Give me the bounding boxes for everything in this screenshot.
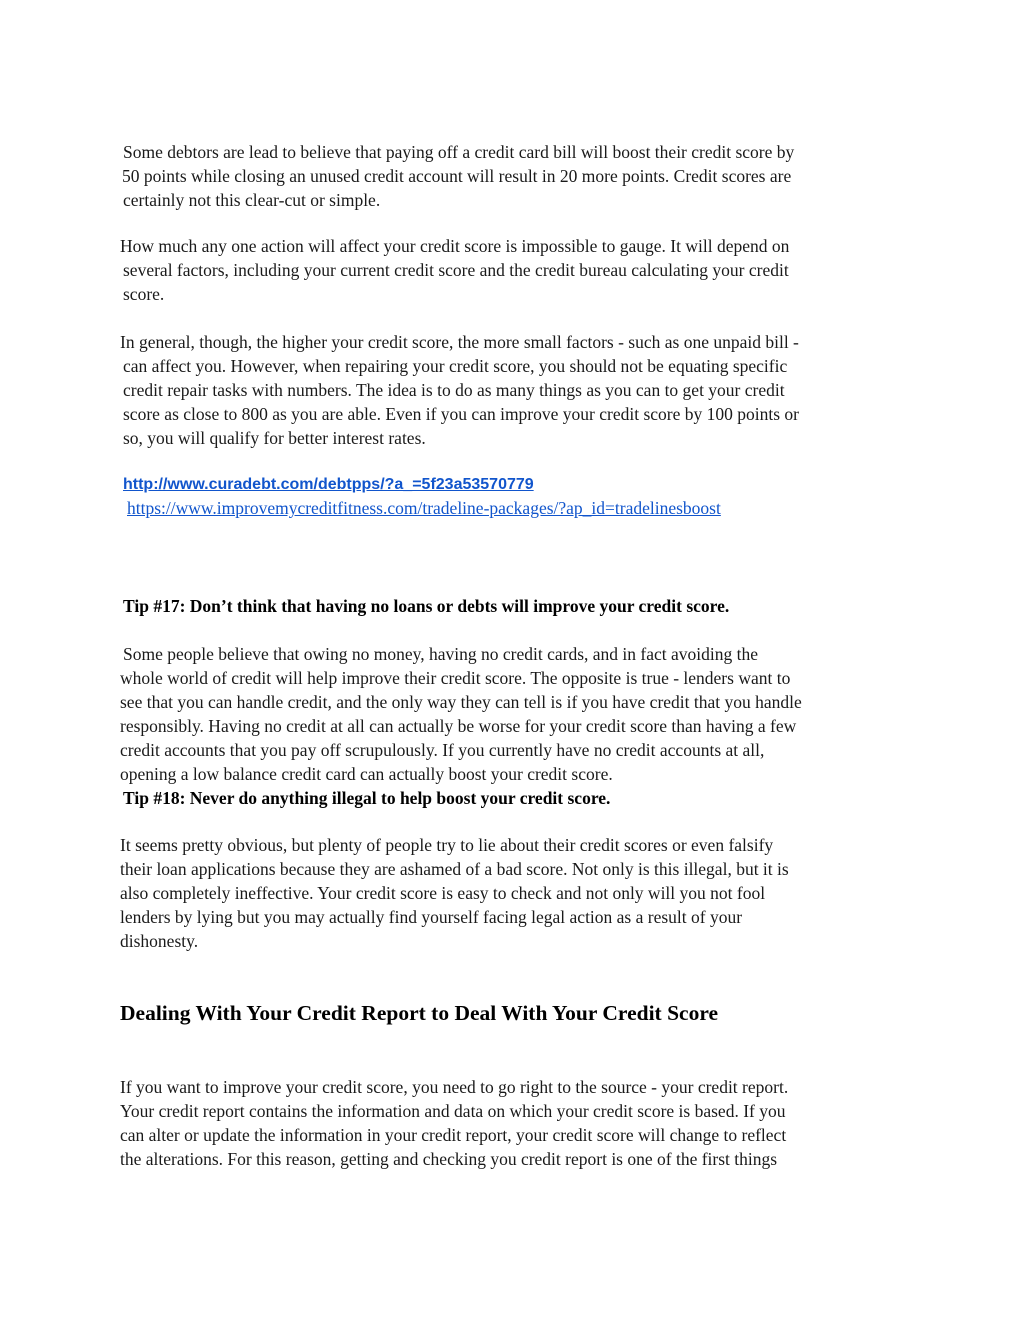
text-line: their loan applications because they are ashamed of a bad score. Not only is this illegal, but it is: [120, 859, 789, 879]
text-line: whole world of credit will help improve their credit score. The opposite is true - lenders want to: [120, 668, 791, 688]
text-line: Some people believe that owing no money, having no credit cards, and in fact avoiding the: [123, 644, 759, 664]
text-line: If you want to improve your credit score, you need to go right to the source - your credit report.: [120, 1077, 789, 1097]
text-line: responsibly. Having no credit at all can actually be worse for your credit score than having a few: [120, 716, 797, 736]
text-line: score.: [123, 284, 165, 304]
text-line: can affect you. However, when repairing your credit score, you should not be equating specific: [123, 356, 788, 376]
text-line: lenders by lying but you may actually find yourself facing legal action as a result of your: [120, 907, 743, 927]
paragraph-credit-report: [120, 1075, 788, 1171]
text-line: also completely ineffective. Your credit score is easy to check and not only will you not fool: [120, 883, 766, 903]
paragraph-no-debt: [120, 642, 802, 786]
text-line: How much any one action will affect your credit score is impossible to gauge. It will depend on: [120, 236, 790, 256]
text-line: so, you will qualify for better interest rates.: [123, 428, 426, 448]
paragraph-debtors: [123, 140, 794, 212]
text-line: In general, though, the higher your credit score, the more small factors - such as one unpaid bill -: [120, 332, 799, 352]
text-line: It seems pretty obvious, but plenty of people try to lie about their credit scores or even falsify: [120, 835, 774, 855]
paragraph-general: [120, 330, 799, 450]
text-line: credit repair tasks with numbers. The idea is to do as many things as you can to get your credit: [123, 380, 785, 400]
text-line: can alter or update the information in your credit report, your credit score will change to reflect: [120, 1125, 787, 1145]
paragraph-impact: [120, 234, 789, 306]
text-line: see that you can handle credit, and the only way they can tell is if you have credit that you handle: [120, 692, 802, 712]
paragraph-illegal: [120, 833, 789, 953]
tip-17-text: Tip #17: Don’t think that having no loans or debts will improve your credit score.: [123, 596, 730, 616]
text-line: credit accounts that you pay off scrupulously. If you currently have no credit accounts at all,: [120, 740, 765, 760]
text-line: the alterations. For this reason, getting and checking you credit report is one of the first things: [120, 1149, 778, 1169]
text-line: dishonesty.: [120, 931, 199, 951]
tip-17-heading: [123, 594, 729, 618]
section-heading: Dealing With Your Credit Report to Deal With Your Credit Score: [120, 1001, 719, 1025]
text-line: Your credit report contains the information and data on which your credit score is based. If you: [120, 1101, 786, 1121]
tip-18-heading: [123, 786, 610, 810]
text-line: opening a low balance credit card can actually boost your credit score.: [120, 764, 613, 784]
tip-18-text: Tip #18: Never do anything illegal to help boost your credit score.: [123, 788, 611, 808]
text-line: 50 points while closing an unused credit account will result in 20 more points. Credit scores are: [122, 166, 792, 186]
text-line: certainly not this clear-cut or simple.: [123, 190, 381, 210]
text-line: Some debtors are lead to believe that paying off a credit card bill will boost their credit score by: [123, 142, 795, 162]
text-line: score as close to 800 as you are able. Even if you can improve your credit score by 100 points or: [123, 404, 799, 424]
text-line: several factors, including your current credit score and the credit bureau calculating your credit: [123, 260, 789, 280]
curadebt-link[interactable]: http://www.curadebt.com/debtpps/?a_=5f23a53570779: [123, 476, 534, 493]
improvemycreditfitness-link[interactable]: https://www.improvemycreditfitness.com/tradeline-packages/?ap_id=tradelinesboost: [127, 498, 721, 518]
